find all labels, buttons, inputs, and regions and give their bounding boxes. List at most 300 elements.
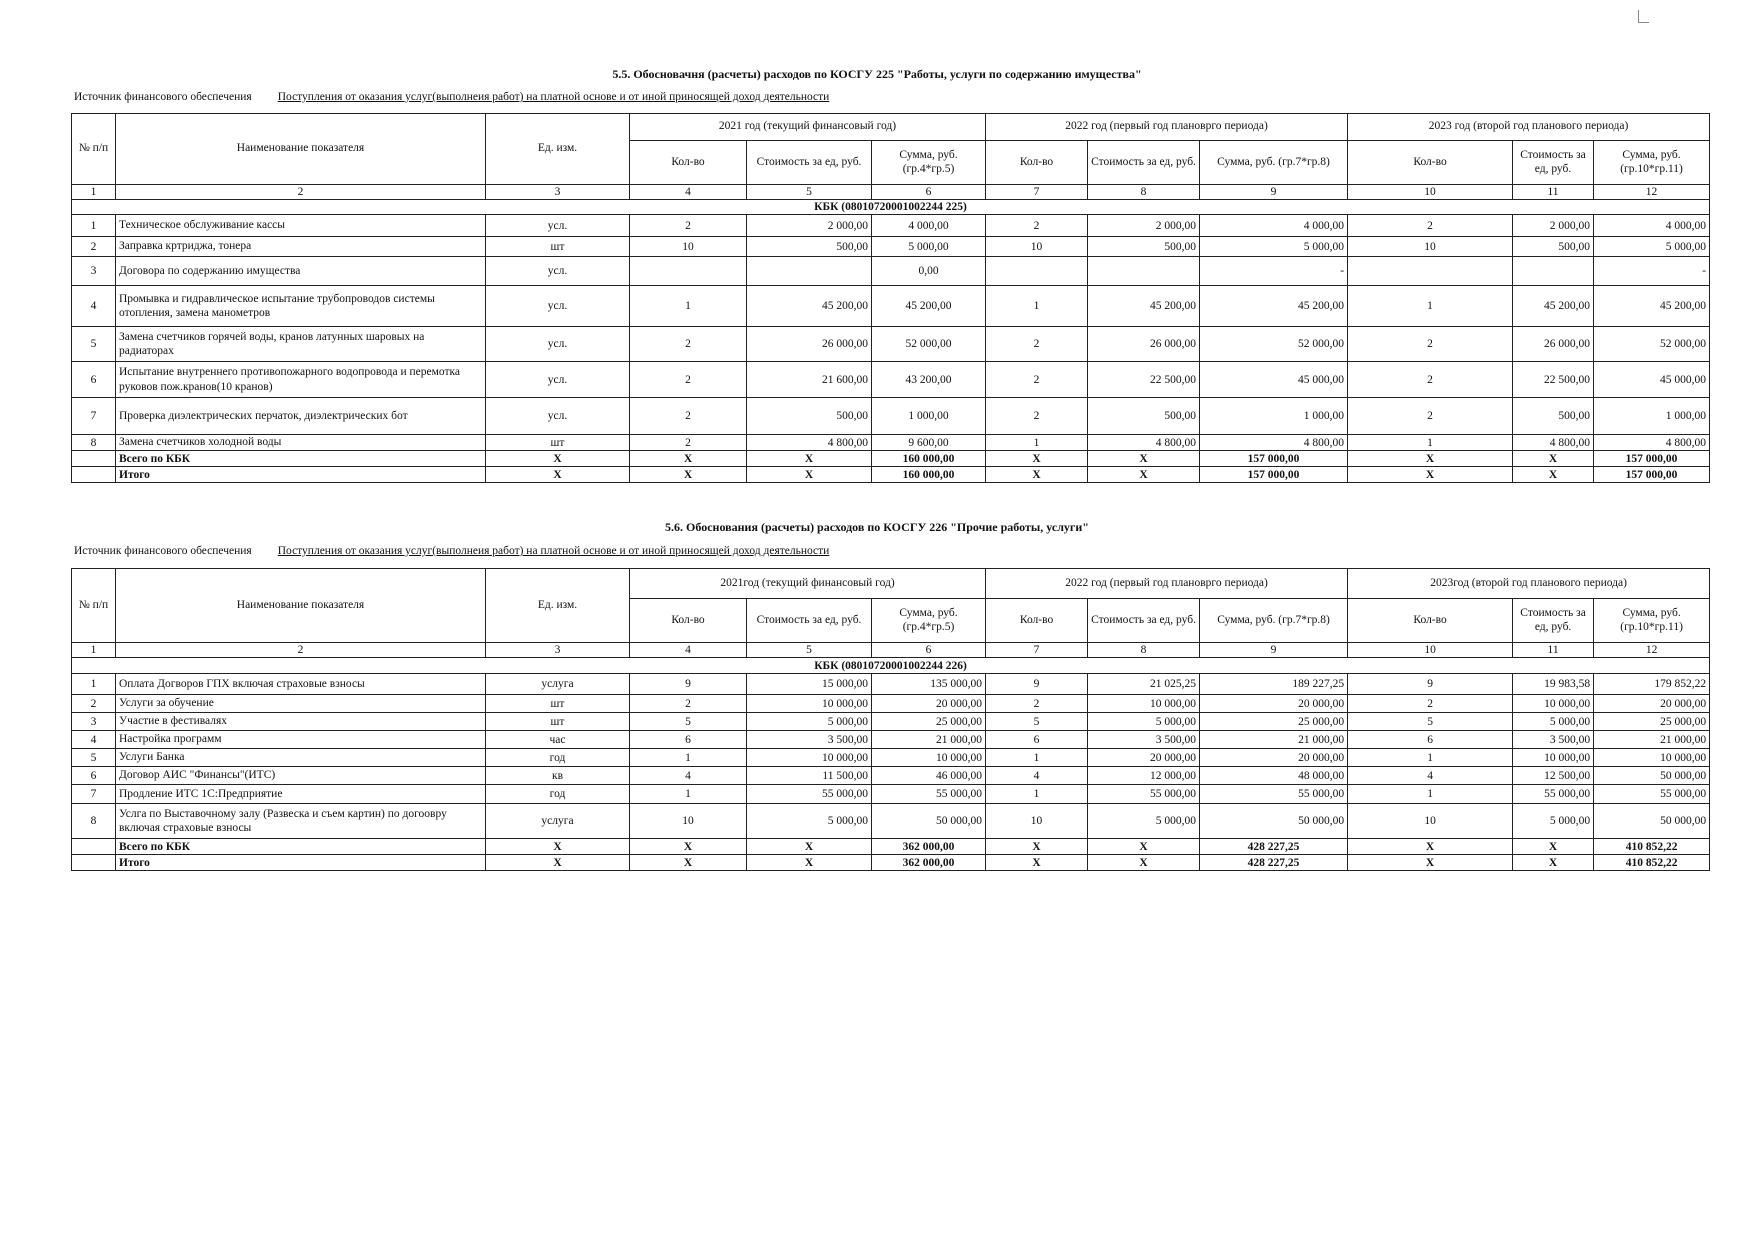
row-cost: 22 500,00 [1088,362,1200,398]
kbk-code: КБК (08010720001002244 225) [72,200,1710,215]
row-qty: 5 [1348,713,1513,731]
row-cost: 26 000,00 [1513,327,1594,362]
row-qty: 9 [986,674,1088,695]
column-number-row [72,643,1710,658]
row-unit: год [486,785,630,804]
row-unit: шт [486,713,630,731]
total-cell: X [1348,451,1513,467]
row-name: Техническое обслуживание кассы [116,215,486,237]
row-number: 3 [72,257,116,286]
row-name: Участие в фестивалях [116,713,486,731]
table-row [72,215,1710,237]
col-header-qty: Кол-во [986,599,1088,643]
row-qty: 6 [1348,731,1513,749]
row-sum: 52 000,00 [1200,327,1348,362]
row-unit: усл. [486,257,630,286]
row-sum: - [1594,257,1710,286]
total-cell: X [1088,467,1200,483]
column-number: 2 [116,185,486,200]
col-header-sum: Сумма, руб. (гр.4*гр.5) [872,141,986,185]
row-qty: 2 [630,435,747,451]
col-header-cost: Стоимость за ед, руб. [747,599,872,643]
row-number: 2 [72,695,116,713]
total-cell: X [1348,855,1513,871]
total-cell: X [986,855,1088,871]
row-qty: 10 [986,804,1088,839]
row-number: 2 [72,237,116,257]
row-qty: 1 [986,749,1088,767]
row-unit: усл. [486,327,630,362]
col-header-name: Наименование показателя [116,569,486,643]
row-name: Замена счетчиков холодной воды [116,435,486,451]
row-cost: 4 800,00 [1513,435,1594,451]
row-qty: 10 [630,237,747,257]
row-qty [986,257,1088,286]
row-cost: 10 000,00 [747,749,872,767]
section1-source-value: Поступления от оказания услуг(выполнеия работ) на платной основе и от иной приносящей доход деятельности [277,91,830,103]
row-sum: 4 800,00 [1594,435,1710,451]
total-cell: X [486,855,630,871]
row-cost: 5 000,00 [747,713,872,731]
row-sum: 21 000,00 [1200,731,1348,749]
row-sum: 52 000,00 [872,327,986,362]
row-cost: 15 000,00 [747,674,872,695]
row-qty: 10 [1348,237,1513,257]
row-qty: 2 [986,695,1088,713]
row-sum: 45 000,00 [1594,362,1710,398]
row-name: Договора по содержанию имущества [116,257,486,286]
row-qty: 1 [986,785,1088,804]
year-header-2021: 2021год (текущий финансовый год) [630,569,986,599]
table-row [72,674,1710,695]
total-sum: 410 852,22 [1594,839,1710,855]
table-row [72,785,1710,804]
row-number: 5 [72,749,116,767]
row-cost: 22 500,00 [1513,362,1594,398]
column-number: 10 [1348,643,1513,658]
total-label: Всего по КБК [116,839,486,855]
kbk-code: КБК (08010720001002244 226) [72,658,1710,674]
total-row-kbk [72,839,1710,855]
row-qty: 1 [1348,435,1513,451]
total-cell: X [630,839,747,855]
row-cost: 10 000,00 [1088,695,1200,713]
row-sum: 1 000,00 [872,398,986,435]
row-qty: 1 [1348,785,1513,804]
section2-title: 5.6. Обоснования (расчеты) расходов по КОСГУ 226 "Прочие работы, услуги" [665,520,1089,534]
total-sum: 428 227,25 [1200,855,1348,871]
row-qty: 1 [1348,286,1513,327]
total-sum: 362 000,00 [872,839,986,855]
column-number: 9 [1200,643,1348,658]
row-cost [1513,257,1594,286]
row-cost: 5 000,00 [1088,713,1200,731]
row-cost: 11 500,00 [747,767,872,785]
column-number: 8 [1088,643,1200,658]
column-number: 11 [1513,185,1594,200]
col-header-qty: Кол-во [1348,141,1513,185]
row-qty: 2 [986,215,1088,237]
row-name: Заправка кртриджа, тонера [116,237,486,257]
total-row-grand [72,855,1710,871]
table-row [72,257,1710,286]
row-cost: 5 000,00 [1513,713,1594,731]
table-row [72,237,1710,257]
total-label: Итого [116,467,486,483]
row-cost: 55 000,00 [1088,785,1200,804]
column-number: 6 [872,643,986,658]
row-sum: 45 200,00 [1594,286,1710,327]
row-unit: усл. [486,215,630,237]
row-sum: 43 200,00 [872,362,986,398]
row-sum: 45 200,00 [1200,286,1348,327]
row-sum: 45 200,00 [872,286,986,327]
col-header-qty: Кол-во [986,141,1088,185]
row-sum: 10 000,00 [1594,749,1710,767]
row-qty: 5 [630,713,747,731]
row-cost: 500,00 [747,237,872,257]
row-sum: 20 000,00 [1200,695,1348,713]
total-cell: X [986,839,1088,855]
total-cell: X [486,839,630,855]
row-qty: 5 [986,713,1088,731]
total-cell: X [1513,451,1594,467]
row-unit: шт [486,237,630,257]
row-cost [1088,257,1200,286]
col-header-qty: Кол-во [630,599,747,643]
row-qty: 2 [630,327,747,362]
row-qty: 10 [1348,804,1513,839]
column-number: 1 [72,185,116,200]
row-name: Настройка программ [116,731,486,749]
year-header-2022: 2022 год (первый год плановрго периода) [986,569,1348,599]
total-label: Итого [116,855,486,871]
row-cost: 45 200,00 [747,286,872,327]
row-cost: 12 500,00 [1513,767,1594,785]
col-header-cost: Стоимость за ед, руб. [1513,141,1594,185]
row-qty: 4 [986,767,1088,785]
row-qty: 1 [986,435,1088,451]
column-number: 4 [630,643,747,658]
row-sum: 45 000,00 [1200,362,1348,398]
total-sum: 157 000,00 [1200,451,1348,467]
row-qty: 9 [630,674,747,695]
col-header-number: № п/п [72,569,116,643]
total-cell: X [1513,839,1594,855]
total-cell: X [1088,855,1200,871]
row-number: 8 [72,435,116,451]
row-number: 7 [72,398,116,435]
total-sum: 160 000,00 [872,451,986,467]
row-cost: 45 200,00 [1513,286,1594,327]
row-name: Испытание внутреннего противопожарного водопровода и перемотка руковов пож.кранов(10 кранов) [116,362,486,398]
table-row [72,695,1710,713]
section1-source-label: Источник финансового обеспечения [74,91,252,103]
row-name: Договор АИС "Финансы"(ИТС) [116,767,486,785]
row-sum: 50 000,00 [1200,804,1348,839]
row-unit: усл. [486,286,630,327]
col-header-sum: Сумма, руб. (гр.10*гр.11) [1594,599,1710,643]
total-cell: X [630,451,747,467]
row-name: Услуги за обучение [116,695,486,713]
column-number: 5 [747,185,872,200]
column-number: 12 [1594,185,1710,200]
row-unit: год [486,749,630,767]
row-sum: 21 000,00 [872,731,986,749]
empty-cell [72,467,116,483]
row-qty: 2 [986,362,1088,398]
row-qty [630,257,747,286]
column-number: 7 [986,185,1088,200]
col-header-cost: Стоимость за ед, руб. [747,141,872,185]
total-cell: X [486,467,630,483]
row-sum: 55 000,00 [872,785,986,804]
row-qty: 2 [1348,215,1513,237]
row-cost: 26 000,00 [747,327,872,362]
row-sum: 5 000,00 [872,237,986,257]
column-number: 6 [872,185,986,200]
row-sum: 50 000,00 [1594,767,1710,785]
row-qty: 1 [1348,749,1513,767]
row-cost: 3 500,00 [747,731,872,749]
row-name: Услуги Банка [116,749,486,767]
row-sum: 0,00 [872,257,986,286]
section2-source [74,545,829,557]
total-cell: X [1348,467,1513,483]
total-cell: X [1088,451,1200,467]
row-cost: 10 000,00 [747,695,872,713]
empty-cell [72,855,116,871]
row-cost: 10 000,00 [1513,749,1594,767]
year-header-2021: 2021 год (текущий финансовый год) [630,114,986,141]
row-unit: час [486,731,630,749]
row-number: 1 [72,215,116,237]
row-sum: 50 000,00 [872,804,986,839]
row-qty: 1 [630,286,747,327]
kbk-row [72,658,1710,674]
total-sum: 157 000,00 [1594,467,1710,483]
column-number: 2 [116,643,486,658]
table-row [72,731,1710,749]
row-qty: 1 [630,749,747,767]
row-sum: 4 000,00 [1594,215,1710,237]
total-cell: X [1088,839,1200,855]
row-number: 4 [72,286,116,327]
row-cost: 500,00 [1088,237,1200,257]
year-header-2022: 2022 год (первый год плановрго периода) [986,114,1348,141]
row-sum: 46 000,00 [872,767,986,785]
row-qty: 2 [986,327,1088,362]
row-unit: услуга [486,674,630,695]
total-row-grand [72,467,1710,483]
row-unit: шт [486,695,630,713]
col-header-sum: Сумма, руб. (гр.10*гр.11) [1594,141,1710,185]
table-row [72,327,1710,362]
row-unit: кв [486,767,630,785]
total-sum: 362 000,00 [872,855,986,871]
total-sum: 160 000,00 [872,467,986,483]
column-number: 5 [747,643,872,658]
row-sum: 20 000,00 [1594,695,1710,713]
kbk-row [72,200,1710,215]
row-unit: услуга [486,804,630,839]
row-cost: 5 000,00 [747,804,872,839]
row-qty: 9 [1348,674,1513,695]
row-cost: 4 800,00 [747,435,872,451]
row-qty: 2 [986,398,1088,435]
section2-source-value: Поступления от оказания услуг(выполнеия работ) на платной основе и от иной приносящей доход деятельности [277,545,830,557]
total-cell: X [747,451,872,467]
row-cost: 500,00 [1513,398,1594,435]
year-header-2023: 2023год (второй год планового периода) [1348,569,1710,599]
row-cost: 500,00 [1088,398,1200,435]
total-cell: X [747,839,872,855]
empty-cell [72,451,116,467]
row-qty: 2 [630,695,747,713]
row-qty: 2 [1348,398,1513,435]
row-qty: 4 [1348,767,1513,785]
year-header-2023: 2023 год (второй год планового периода) [1348,114,1710,141]
row-sum: 189 227,25 [1200,674,1348,695]
total-cell: X [486,451,630,467]
row-name: Замена счетчиков горячей воды, кранов латунных шаровых на радиаторах [116,327,486,362]
row-cost: 500,00 [747,398,872,435]
row-number: 3 [72,713,116,731]
row-sum: 25 000,00 [1200,713,1348,731]
col-header-sum: Сумма, руб. (гр.4*гр.5) [872,599,986,643]
row-sum: 1 000,00 [1594,398,1710,435]
column-number: 11 [1513,643,1594,658]
row-sum: 25 000,00 [1594,713,1710,731]
table-row [72,286,1710,327]
row-number: 1 [72,674,116,695]
column-number: 3 [486,643,630,658]
row-cost: 20 000,00 [1088,749,1200,767]
row-qty: 4 [630,767,747,785]
row-sum: - [1200,257,1348,286]
row-sum: 21 000,00 [1594,731,1710,749]
row-name: Продление ИТС 1С:Предприятие [116,785,486,804]
row-sum: 52 000,00 [1594,327,1710,362]
row-sum: 10 000,00 [872,749,986,767]
row-cost: 45 200,00 [1088,286,1200,327]
col-header-sum: Сумма, руб. (гр.7*гр.8) [1200,599,1348,643]
row-cost: 19 983,58 [1513,674,1594,695]
row-cost: 500,00 [1513,237,1594,257]
total-cell: X [986,467,1088,483]
total-sum: 410 852,22 [1594,855,1710,871]
col-header-qty: Кол-во [1348,599,1513,643]
row-sum: 55 000,00 [1200,785,1348,804]
row-sum: 20 000,00 [1200,749,1348,767]
row-qty: 2 [630,362,747,398]
row-qty: 6 [986,731,1088,749]
row-number: 4 [72,731,116,749]
row-unit: шт [486,435,630,451]
row-cost: 26 000,00 [1088,327,1200,362]
table-row [72,804,1710,839]
column-number: 12 [1594,643,1710,658]
col-header-cost: Стоимость за ед, руб. [1513,599,1594,643]
row-name: Промывка и гидравлическое испытание трубопроводов системы отопления, замена манометров [116,286,486,327]
col-header-cost: Стоимость за ед, руб. [1088,599,1200,643]
section1-source [74,91,829,103]
row-unit: усл. [486,362,630,398]
total-row-kbk [72,451,1710,467]
row-sum: 5 000,00 [1594,237,1710,257]
row-sum: 9 600,00 [872,435,986,451]
total-sum: 157 000,00 [1200,467,1348,483]
table-row [72,435,1710,451]
col-header-name: Наименование показателя [116,114,486,185]
total-cell: X [630,855,747,871]
table-row [72,362,1710,398]
row-cost: 10 000,00 [1513,695,1594,713]
row-number: 6 [72,362,116,398]
row-sum: 25 000,00 [872,713,986,731]
row-qty: 10 [630,804,747,839]
col-header-sum: Сумма, руб. (гр.7*гр.8) [1200,141,1348,185]
row-qty: 2 [630,398,747,435]
column-number: 4 [630,185,747,200]
row-cost: 55 000,00 [747,785,872,804]
total-cell: X [747,467,872,483]
row-name: Оплата Догворов ГПХ включая страховые взносы [116,674,486,695]
column-number: 9 [1200,185,1348,200]
total-sum: 157 000,00 [1594,451,1710,467]
row-name: Услга по Выставочному залу (Развеска и съем картин) по догоовру включая страховые взносы [116,804,486,839]
total-cell: X [1348,839,1513,855]
total-cell: X [1513,855,1594,871]
row-cost: 4 800,00 [1088,435,1200,451]
row-qty: 6 [630,731,747,749]
row-sum: 50 000,00 [1594,804,1710,839]
page-corner-mark [1638,10,1649,23]
row-qty: 2 [1348,362,1513,398]
row-sum: 5 000,00 [1200,237,1348,257]
row-sum: 4 800,00 [1200,435,1348,451]
row-cost: 21 025,25 [1088,674,1200,695]
col-header-unit: Ед. изм. [486,114,630,185]
row-sum: 4 000,00 [1200,215,1348,237]
col-header-qty: Кол-во [630,141,747,185]
total-cell: X [630,467,747,483]
column-number: 10 [1348,185,1513,200]
row-qty: 2 [1348,695,1513,713]
col-header-unit: Ед. изм. [486,569,630,643]
section2-source-label: Источник финансового обеспечения [74,545,252,557]
total-cell: X [747,855,872,871]
row-qty [1348,257,1513,286]
row-qty: 2 [630,215,747,237]
row-number: 5 [72,327,116,362]
total-label: Всего по КБК [116,451,486,467]
column-number-row [72,185,1710,200]
row-sum: 48 000,00 [1200,767,1348,785]
row-sum: 4 000,00 [872,215,986,237]
row-sum: 135 000,00 [872,674,986,695]
row-qty: 2 [1348,327,1513,362]
row-cost: 2 000,00 [1513,215,1594,237]
row-sum: 20 000,00 [872,695,986,713]
row-sum: 1 000,00 [1200,398,1348,435]
row-sum: 55 000,00 [1594,785,1710,804]
total-cell: X [986,451,1088,467]
row-qty: 1 [986,286,1088,327]
row-name: Проверка диэлектрических перчаток, диэлектрических бот [116,398,486,435]
empty-cell [72,839,116,855]
row-sum: 179 852,22 [1594,674,1710,695]
